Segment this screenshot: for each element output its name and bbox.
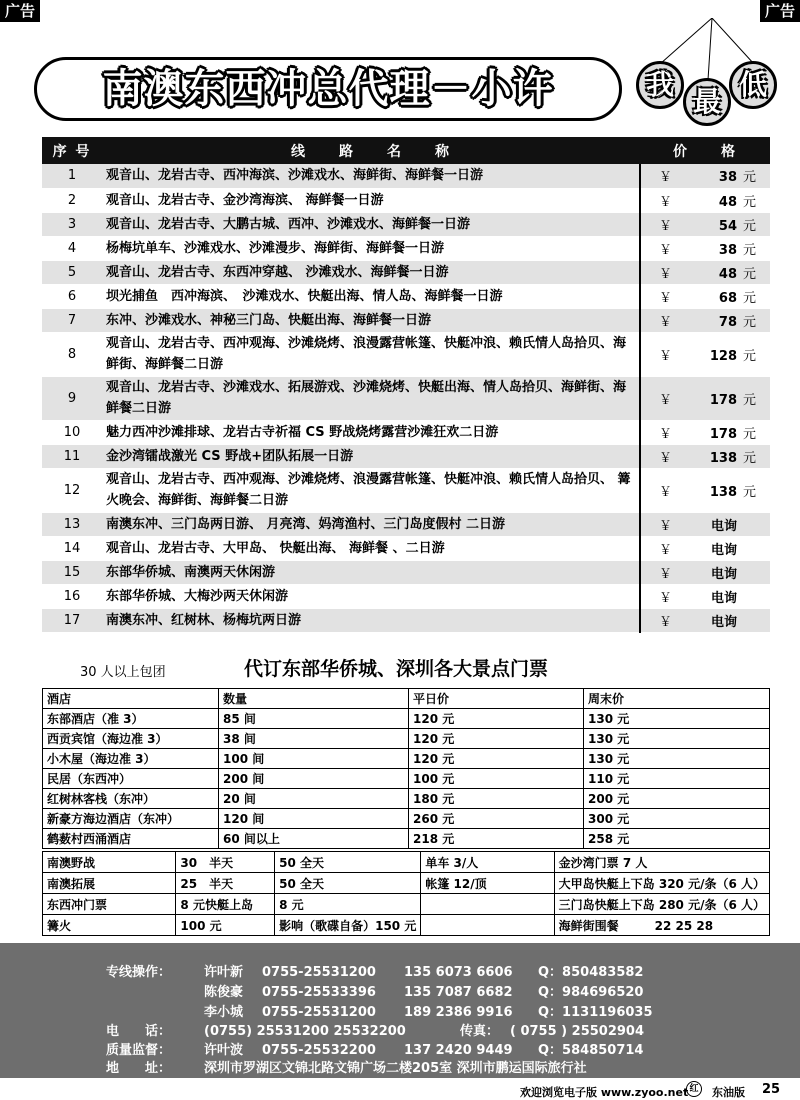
route-num: 17 xyxy=(42,608,102,632)
hotel-row xyxy=(43,729,770,749)
route-row xyxy=(42,376,770,420)
price-amount: 电询 xyxy=(710,566,737,582)
extra-cell xyxy=(421,915,554,936)
yen-icon: ￥ xyxy=(659,314,673,330)
ops-label: 专线操作： xyxy=(106,965,172,980)
hotel-header-weekday: 平日价 xyxy=(409,689,584,709)
qc-phone: 0755-25532200 xyxy=(262,1043,376,1058)
fax-value: ( 0755 ) 25502904 xyxy=(510,1024,645,1039)
route-price xyxy=(640,188,770,212)
address-value: 深圳市罗湖区文锦北路文锦广场二楼205室 深圳市鹏运国际旅行社 xyxy=(204,1061,587,1076)
ops-mobile: 135 7087 6682 xyxy=(404,985,513,1000)
hotel-cell: 新豪方海边酒店（东冲） xyxy=(43,809,219,829)
route-name: 南澳东冲、红树林、杨梅坑两日游 xyxy=(102,608,640,632)
ops-name: 许叶新 xyxy=(204,965,244,980)
route-price xyxy=(640,212,770,236)
price-amount: 68 xyxy=(718,290,737,306)
route-row xyxy=(42,536,770,560)
extra-row xyxy=(43,894,770,915)
route-num: 2 xyxy=(42,188,102,212)
extra-cell: 篝火 xyxy=(43,915,176,936)
price-unit: 元 xyxy=(743,266,757,282)
price-unit: 元 xyxy=(743,484,757,500)
ops-name: 陈俊豪 xyxy=(204,985,244,1000)
extras-table xyxy=(42,851,770,936)
header-num: 序 号 xyxy=(42,137,102,164)
price-amount: 78 xyxy=(718,314,737,330)
yen-icon: ￥ xyxy=(659,170,673,186)
route-row xyxy=(42,584,770,608)
yen-icon: ￥ xyxy=(659,484,673,500)
yen-icon: ￥ xyxy=(659,194,673,210)
hotel-cell: 红树林客栈（东冲） xyxy=(43,789,219,809)
tel-label: 电 话： xyxy=(106,1024,172,1039)
hotel-row xyxy=(43,709,770,729)
hotel-cell: 200 元 xyxy=(584,789,770,809)
ops-qq: Q：984696520 xyxy=(538,985,644,1000)
route-name: 观音山、龙岩古寺、金沙湾海滨、 海鲜餐一日游 xyxy=(102,188,640,212)
yen-icon: ￥ xyxy=(659,450,673,466)
hotel-header-qty: 数量 xyxy=(219,689,409,709)
hotel-cell: 218 元 xyxy=(409,829,584,849)
price-unit: 元 xyxy=(743,218,757,234)
price-amount: 电询 xyxy=(710,518,737,534)
extra-cell: 影响（歌碟自备）150 元 xyxy=(275,915,421,936)
route-row xyxy=(42,164,770,188)
route-row xyxy=(42,512,770,536)
price-unit: 元 xyxy=(743,392,757,408)
hotel-cell: 120 元 xyxy=(409,749,584,769)
hotel-cell: 100 元 xyxy=(409,769,584,789)
route-row xyxy=(42,444,770,468)
header-price: 价 格 xyxy=(640,137,770,164)
hotel-cell: 130 元 xyxy=(584,709,770,729)
hotel-cell: 130 元 xyxy=(584,729,770,749)
extra-cell: 南澳拓展 xyxy=(43,873,176,894)
extra-cell: 单车 3/人 xyxy=(421,852,554,873)
fax-label: 传真： xyxy=(460,1024,500,1039)
price-unit: 元 xyxy=(743,426,757,442)
slogan-circle-1: 我 xyxy=(636,61,684,109)
route-row xyxy=(42,608,770,632)
route-price xyxy=(640,420,770,444)
route-name: 东部华侨城、南澳两天休闲游 xyxy=(102,560,640,584)
hotel-cell: 小木屋（海边准 3） xyxy=(43,749,219,769)
extra-cell: 三门岛快艇上下岛 280 元/条（6 人） xyxy=(554,894,769,915)
route-name: 观音山、龙岩古寺、沙滩戏水、拓展游戏、沙滩烧烤、快艇出海、情人岛拾贝、海鲜街、海鲜餐二日游 xyxy=(102,376,640,420)
slogan-circle-3: 低 xyxy=(729,61,777,109)
extra-cell: 东西冲门票 xyxy=(43,894,176,915)
route-name: 观音山、龙岩古寺、西冲观海、沙滩烧烤、浪漫露营帐篷、快艇冲浪、赖氏情人岛拾贝、 篝火晚会、海鲜街、海鲜餐二日游 xyxy=(102,468,640,512)
ops-name: 李小城 xyxy=(204,1005,244,1020)
route-num: 1 xyxy=(42,164,102,188)
yen-icon: ￥ xyxy=(659,542,673,558)
extra-cell: 50 全天 xyxy=(275,873,421,894)
route-num: 13 xyxy=(42,512,102,536)
yen-icon: ￥ xyxy=(659,218,673,234)
route-row xyxy=(42,212,770,236)
qc-qq: Q：584850714 xyxy=(538,1043,644,1058)
route-price xyxy=(640,236,770,260)
qc-mobile: 137 2420 9449 xyxy=(404,1043,513,1058)
route-price xyxy=(640,308,770,332)
route-num: 10 xyxy=(42,420,102,444)
hotel-cell: 110 元 xyxy=(584,769,770,789)
hotel-table-header xyxy=(43,689,770,709)
hotel-cell: 20 间 xyxy=(219,789,409,809)
route-name: 观音山、龙岩古寺、大鹏古城、西冲、沙滩戏水、海鲜餐一日游 xyxy=(102,212,640,236)
ops-qq: Q：850483582 xyxy=(538,965,644,980)
tickets-note: 代订东部华侨城、深圳各大景点门票 xyxy=(244,658,549,680)
extra-cell: 8 元 xyxy=(275,894,421,915)
banner-title: 南澳东西冲总代理－小许 xyxy=(102,66,554,112)
logo-icon: 红 xyxy=(686,1081,702,1097)
yen-icon: ￥ xyxy=(659,566,673,582)
price-unit: 元 xyxy=(743,290,757,306)
price-amount: 138 xyxy=(709,450,737,466)
tel-value: (0755) 25531200 25532200 xyxy=(204,1024,406,1039)
price-amount: 138 xyxy=(709,484,737,500)
route-price xyxy=(640,608,770,632)
hotel-cell: 西贡宾馆（海边准 3） xyxy=(43,729,219,749)
route-price xyxy=(640,536,770,560)
qc-label: 质量监督： xyxy=(106,1043,172,1058)
qc-name: 许叶波 xyxy=(204,1043,244,1058)
route-row xyxy=(42,332,770,376)
price-amount: 电询 xyxy=(710,590,737,606)
route-name: 东冲、沙滩戏水、神秘三门岛、快艇出海、海鲜餐一日游 xyxy=(102,308,640,332)
hotel-cell: 85 间 xyxy=(219,709,409,729)
route-price xyxy=(640,560,770,584)
route-table-header xyxy=(42,137,770,164)
extra-cell: 金沙湾门票 7 人 xyxy=(554,852,769,873)
route-name: 杨梅坑单车、沙滩戏水、沙滩漫步、海鲜街、海鲜餐一日游 xyxy=(102,236,640,260)
route-name: 观音山、龙岩古寺、西冲观海、沙滩烧烤、浪漫露营帐篷、快艇冲浪、赖氏情人岛拾贝、海鲜街、海鲜餐二日游 xyxy=(102,332,640,376)
route-num: 16 xyxy=(42,584,102,608)
route-row xyxy=(42,188,770,212)
hotel-cell: 260 元 xyxy=(409,809,584,829)
route-num: 14 xyxy=(42,536,102,560)
hotel-cell: 300 元 xyxy=(584,809,770,829)
route-price xyxy=(640,584,770,608)
contact-panel xyxy=(0,943,800,1078)
hotel-header-name: 酒店 xyxy=(43,689,219,709)
hotel-cell: 200 间 xyxy=(219,769,409,789)
extra-cell: 25 半天 xyxy=(176,873,275,894)
extra-cell xyxy=(421,894,554,915)
yen-icon: ￥ xyxy=(659,590,673,606)
route-name: 东部华侨城、大梅沙两天休闲游 xyxy=(102,584,640,608)
route-price xyxy=(640,164,770,188)
route-name: 南澳东冲、三门岛两日游、 月亮湾、妈湾渔村、三门岛度假村 二日游 xyxy=(102,512,640,536)
route-num: 9 xyxy=(42,376,102,420)
extra-row xyxy=(43,852,770,873)
price-unit: 元 xyxy=(743,242,757,258)
ops-phone: 0755-25533396 xyxy=(262,985,376,1000)
extra-cell: 50 全天 xyxy=(275,852,421,873)
yen-icon: ￥ xyxy=(659,348,673,364)
extra-cell: 30 半天 xyxy=(176,852,275,873)
price-amount: 48 xyxy=(718,194,737,210)
hotel-cell: 东部酒店（准 3） xyxy=(43,709,219,729)
yen-icon: ￥ xyxy=(659,392,673,408)
yen-icon: ￥ xyxy=(659,426,673,442)
ops-qq: Q：1131196035 xyxy=(538,1005,653,1020)
title-banner xyxy=(34,57,622,121)
route-row xyxy=(42,420,770,444)
hotel-row xyxy=(43,789,770,809)
hotel-cell: 258 元 xyxy=(584,829,770,849)
hotel-row xyxy=(43,749,770,769)
hotel-cell: 120 间 xyxy=(219,809,409,829)
ops-phone: 0755-25531200 xyxy=(262,965,376,980)
hotel-row xyxy=(43,829,770,849)
price-amount: 电询 xyxy=(710,542,737,558)
hotel-cell: 120 元 xyxy=(409,709,584,729)
price-unit: 元 xyxy=(743,348,757,364)
extra-cell: 南澳野战 xyxy=(43,852,176,873)
ad-label-right: 广告 xyxy=(760,0,800,22)
address-label: 地 址： xyxy=(106,1061,172,1076)
hotel-cell: 鹤薮村西涌酒店 xyxy=(43,829,219,849)
hotel-cell: 130 元 xyxy=(584,749,770,769)
hotel-header-weekend: 周末价 xyxy=(584,689,770,709)
footer xyxy=(0,1078,800,1100)
hotel-cell: 民居（东西冲） xyxy=(43,769,219,789)
footer-edition: 东油版 xyxy=(712,1086,745,1099)
yen-icon: ￥ xyxy=(659,518,673,534)
route-price xyxy=(640,512,770,536)
extra-cell: 100 元 xyxy=(176,915,275,936)
price-unit: 元 xyxy=(743,314,757,330)
price-amount: 54 xyxy=(718,218,737,234)
price-amount: 128 xyxy=(709,348,737,364)
route-num: 4 xyxy=(42,236,102,260)
route-table xyxy=(42,137,770,633)
route-num: 3 xyxy=(42,212,102,236)
price-amount: 38 xyxy=(718,170,737,186)
hotel-row xyxy=(43,809,770,829)
hotel-table xyxy=(42,688,770,849)
route-price xyxy=(640,468,770,512)
route-name: 观音山、龙岩古寺、西冲海滨、沙滩戏水、海鲜街、海鲜餐一日游 xyxy=(102,164,640,188)
ops-mobile: 135 6073 6606 xyxy=(404,965,513,980)
route-price xyxy=(640,284,770,308)
ops-phone: 0755-25531200 xyxy=(262,1005,376,1020)
ad-label-left: 广告 xyxy=(0,0,40,22)
slogan-circle-2: 最 xyxy=(683,78,731,126)
price-unit: 元 xyxy=(743,170,757,186)
route-row xyxy=(42,284,770,308)
yen-icon: ￥ xyxy=(659,266,673,282)
ops-mobile: 189 2386 9916 xyxy=(404,1005,513,1020)
yen-icon: ￥ xyxy=(659,614,673,630)
header-route: 线 路 名 称 xyxy=(102,137,640,164)
route-num: 12 xyxy=(42,468,102,512)
price-unit: 元 xyxy=(743,194,757,210)
hotel-cell: 100 间 xyxy=(219,749,409,769)
yen-icon: ￥ xyxy=(659,242,673,258)
route-name: 魅力西冲沙滩排球、龙岩古寺祈福 CS 野战烧烤露营沙滩狂欢二日游 xyxy=(102,420,640,444)
price-amount: 178 xyxy=(709,426,737,442)
route-name: 观音山、龙岩古寺、东西冲穿越、 沙滩戏水、海鲜餐一日游 xyxy=(102,260,640,284)
route-row xyxy=(42,308,770,332)
yen-icon: ￥ xyxy=(659,290,673,306)
route-num: 8 xyxy=(42,332,102,376)
hotel-cell: 60 间以上 xyxy=(219,829,409,849)
route-name: 观音山、龙岩古寺、大甲岛、 快艇出海、 海鲜餐 、二日游 xyxy=(102,536,640,560)
extra-cell: 海鲜街围餐 22 25 28 xyxy=(554,915,769,936)
route-num: 7 xyxy=(42,308,102,332)
route-row xyxy=(42,236,770,260)
route-price xyxy=(640,376,770,420)
extra-cell: 大甲岛快艇上下岛 320 元/条（6 人） xyxy=(554,873,769,894)
price-amount: 38 xyxy=(718,242,737,258)
extra-row xyxy=(43,873,770,894)
route-num: 15 xyxy=(42,560,102,584)
route-row xyxy=(42,468,770,512)
hotel-cell: 120 元 xyxy=(409,729,584,749)
price-amount: 电询 xyxy=(710,614,737,630)
route-price xyxy=(640,332,770,376)
route-num: 6 xyxy=(42,284,102,308)
route-price xyxy=(640,444,770,468)
footer-site: 欢迎浏览电子版 www.zyoo.net xyxy=(520,1086,689,1099)
route-name: 金沙湾镭战激光 CS 野战+团队拓展一日游 xyxy=(102,444,640,468)
extra-row xyxy=(43,915,770,936)
hotel-cell: 180 元 xyxy=(409,789,584,809)
route-num: 5 xyxy=(42,260,102,284)
extra-cell: 帐篷 12/顶 xyxy=(421,873,554,894)
hotel-cell: 38 间 xyxy=(219,729,409,749)
route-num: 11 xyxy=(42,444,102,468)
route-row xyxy=(42,560,770,584)
price-unit: 元 xyxy=(743,450,757,466)
route-row xyxy=(42,260,770,284)
group-tour-note: 30 人以上包团 xyxy=(80,665,166,680)
page-number: 25 xyxy=(762,1082,781,1097)
extra-cell: 8 元快艇上岛 xyxy=(176,894,275,915)
route-price xyxy=(640,260,770,284)
hotel-row xyxy=(43,769,770,789)
route-name: 坝光捕鱼 西冲海滨、 沙滩戏水、快艇出海、情人岛、海鲜餐一日游 xyxy=(102,284,640,308)
price-amount: 178 xyxy=(709,392,737,408)
price-amount: 48 xyxy=(718,266,737,282)
